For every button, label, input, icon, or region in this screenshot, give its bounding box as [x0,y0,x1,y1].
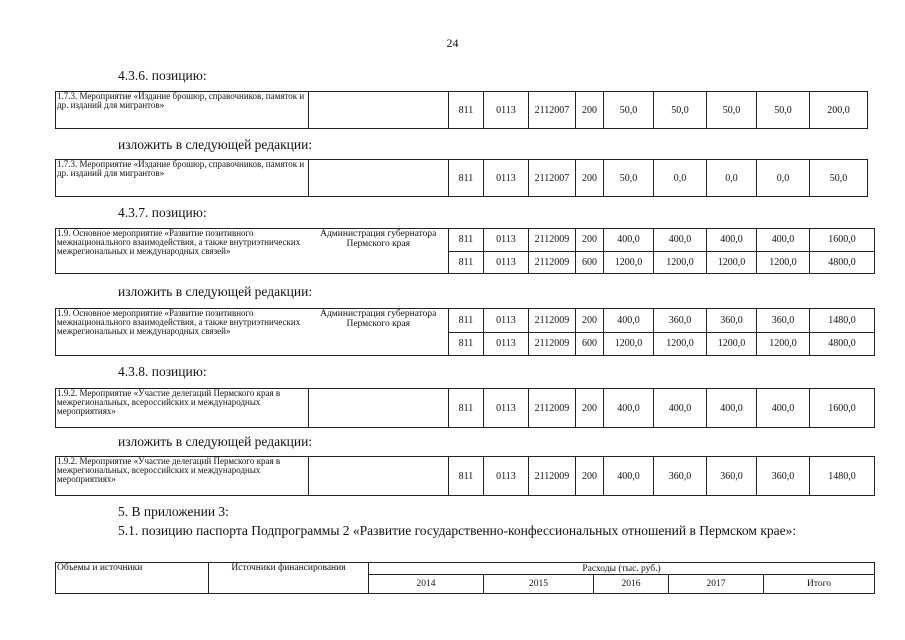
header-sources: Источники финансирования [209,563,369,594]
header-expenses: Расходы (тыс. руб.) [369,563,875,575]
table-row: 1.9.2. Мероприятие «Участие делегаций Пермского края в межрегиональных, всероссийских и международных мероприятиях» 811 0113 2112009 200 400,0 360,0 360,0 360,0 1480,0 [56,457,875,496]
table-new-1-9 [55,308,875,356]
row-name: 1.7.3. Мероприятие «Издание брошюр, справочников, памяток и др. изданий для мигрантов» [56,92,309,129]
table-row: 811 0113 2112009 600 1200,0 1200,0 1200,0 1200,0 4800,0 [56,251,875,274]
header-year: 2016 [594,575,669,594]
header-year: 2017 [669,575,764,594]
replace-heading: изложить в следующей редакции: [118,434,313,449]
row-org: Администрация губернатора Пермского края [309,229,449,274]
table-passport [55,562,875,594]
table-row: 1.7.3. Мероприятие «Издание брошюр, справочников, памяток и др. изданий для мигрантов» 811 0113 2112007 200 50,0 50,0 50,0 50,0 200,0 [56,92,868,129]
appendix-heading: 5. В приложении 3: [118,504,229,519]
header-volumes: Объемы и источники [56,563,209,594]
section-heading: 4.3.7. позицию: [118,205,207,220]
table-row: 1.9. Основное мероприятие «Развитие позитивного межнационального взаимодействия, а также внутриэтнических межрегиональных и международных связей» Администрация губернатора Пермского края 811 0113 2112009 200 400,0 360,0 360,0 360,0 1480,0 [56,309,875,333]
header-year: 2014 [369,575,484,594]
section-heading: 4.3.6. позицию: [118,68,207,83]
paragraph-5-1: 5.1. позицию паспорта Подпрограммы 2 «Развитие государственно-конфессиональных отношений в Пермском крае»: [118,523,797,538]
row-name: 1.9.2. Мероприятие «Участие делегаций Пермского края в межрегиональных, всероссийских и международных мероприятиях» [56,457,309,496]
header-total: Итого [764,575,875,594]
row-name: 1.9. Основное мероприятие «Развитие позитивного межнационального взаимодействия, а также внутриэтнических межрегиональных и международных связей» [56,229,309,274]
table-old-1-7-3 [55,91,868,129]
row-name: 1.9.2. Мероприятие «Участие делегаций Пермского края в межрегиональных, всероссийских и международных мероприятиях» [56,389,309,428]
replace-heading: изложить в следующей редакции: [118,284,313,299]
table-old-1-9 [55,228,875,274]
table-row: 1.7.3. Мероприятие «Издание брошюр, справочников, памяток и др. изданий для мигрантов» 811 0113 2112007 200 50,0 0,0 0,0 0,0 50,0 [56,160,868,197]
row-name: 1.9. Основное мероприятие «Развитие позитивного межнационального взаимодействия, а также внутриэтнических межрегиональных и международных связей» [56,309,309,356]
table-row: 1.9.2. Мероприятие «Участие делегаций Пермского края в межрегиональных, всероссийских и международных мероприятиях» 811 0113 2112009 200 400,0 400,0 400,0 400,0 1600,0 [56,389,875,428]
row-org: Администрация губернатора Пермского края [309,309,449,356]
row-name: 1.7.3. Мероприятие «Издание брошюр, справочников, памяток и др. изданий для мигрантов» [56,160,309,197]
table-old-1-9-2 [55,388,875,428]
table-row: 1.9. Основное мероприятие «Развитие позитивного межнационального взаимодействия, а также внутриэтнических межрегиональных и международных связей» Администрация губернатора Пермского края 811 0113 2112009 200 400,0 400,0 400,0 400,0 1600,0 [56,229,875,252]
table-new-1-7-3 [55,159,868,197]
section-heading: 4.3.8. позицию: [118,364,207,379]
table-row [56,563,875,575]
page-number: 24 [446,36,459,50]
table-new-1-9-2 [55,456,875,496]
header-year: 2015 [484,575,594,594]
replace-heading: изложить в следующей редакции: [118,137,313,152]
table-row: 811 0113 2112009 600 1200,0 1200,0 1200,0 1200,0 4800,0 [56,332,875,356]
